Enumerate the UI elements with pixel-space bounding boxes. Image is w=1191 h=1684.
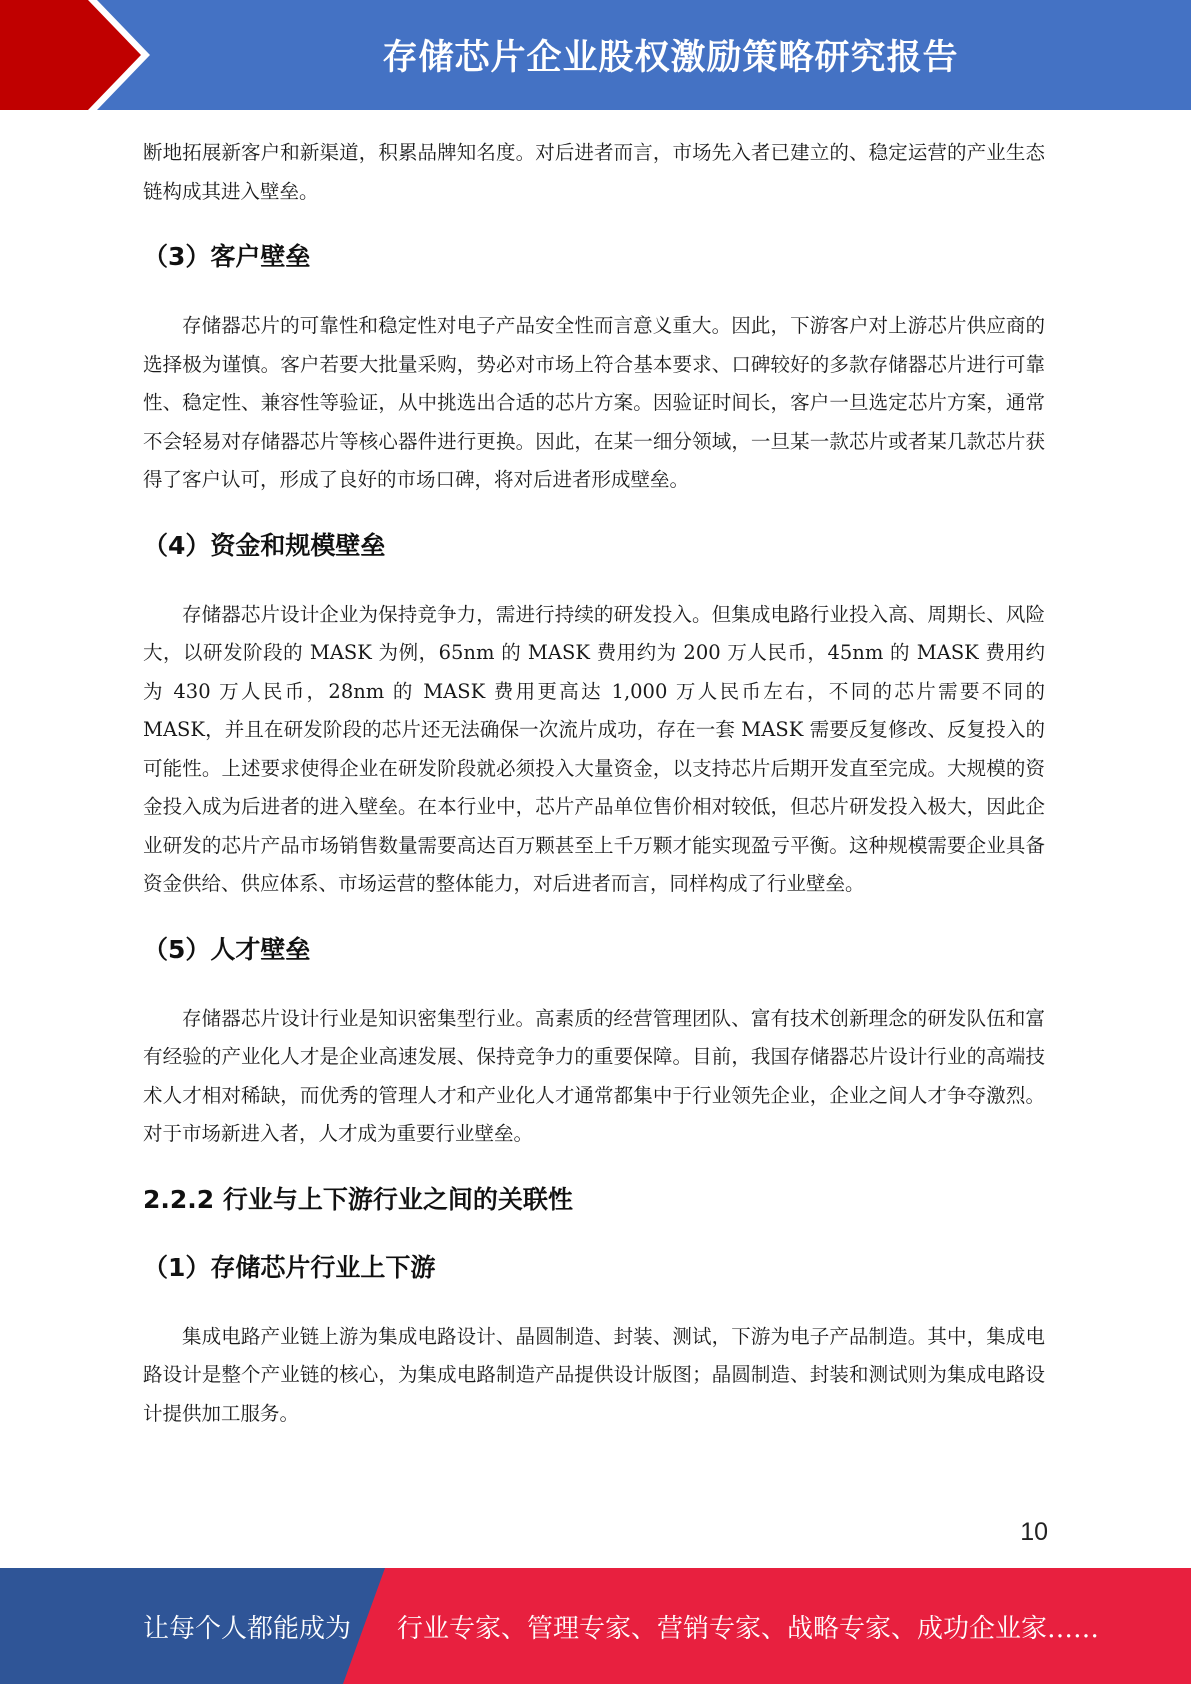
page-header: [0, 0, 1191, 110]
document-title: 存储芯片企业股权激励策略研究报告: [382, 38, 959, 78]
paragraph-continuation: 断地拓展新客户和新渠道，积累品牌知名度。对后进者而言，市场先入者已建立的、稳定运营的产业生态链构成其进入壁垒。: [143, 141, 1045, 203]
footer-slogan-left: 让每个人都能成为: [143, 1613, 352, 1644]
section-heading-customer-barrier: （3）客户壁垒: [143, 242, 311, 271]
page-number: 10: [1020, 1518, 1048, 1546]
paragraph-talent-barrier: 存储器芯片设计行业是知识密集型行业。高素质的经营管理团队、富有技术创新理念的研发队伍和富有经验的产业化人才是企业高速发展、保持竞争力的重要保障。目前，我国存储器芯片设计行业的高端技术人才相对稀缺，而优秀的管理人才和产业化人才通常都集中于行业领先企业，企业之间人才争夺激烈。对于市场新进入者，人才成为重要行业壁垒。: [143, 1006, 1045, 1145]
page-footer: [0, 1568, 1191, 1684]
section-heading-upstream-downstream: 2.2.2 行业与上下游行业之间的关联性: [143, 1184, 573, 1214]
document-body: [143, 130, 1045, 1433]
section-heading-storage-chain: （1）存储芯片行业上下游: [143, 1252, 436, 1282]
paragraph-storage-chain: 集成电路产业链上游为集成电路设计、晶圆制造、封装、测试，下游为电子产品制造。其中，集成电路设计是整个产业链的核心，为集成电路制造产品提供设计版图；晶圆制造、封装和测试则为集成电路设计提供加工服务。: [143, 1324, 1045, 1425]
paragraph-capital-scale-barrier: 存储器芯片设计企业为保持竞争力，需进行持续的研发投入。但集成电路行业投入高、周期长、风险大，以研发阶段的 MASK 为例，65nm 的 MASK 费用约为 200 万人民币，45nm 的 MASK 费用约为 430 万人民币，28nm 的 MASK 费用更高达 1,000 万人民币左右，不同的芯片需要不同的 MASK，并且在研发阶段的芯片还无法确保一次流片成功，存在一套 MASK 需要反复修改、反复投入的可能性。上述要求使得企业在研发阶段就必须投入大量资金，以支持芯片后期开发直至完成。大规模的资金投入成为后进者的进入壁垒。在本行业中，芯片产品单位售价相对较低，但芯片研发投入极大，因此企业研发的芯片产品市场销售数量需要高达百万颗甚至上千万颗才能实现盈亏平衡。这种规模需要企业具备资金供给、供应体系、市场运营的整体能力，对后进者而言，同样构成了行业壁垒。: [143, 602, 1045, 895]
section-heading-capital-scale-barrier: （4）资金和规模壁垒: [143, 530, 386, 560]
footer-slogan-right: 行业专家、管理专家、营销专家、战略专家、成功企业家……: [397, 1613, 1100, 1644]
section-heading-talent-barrier: （5）人才壁垒: [143, 934, 311, 964]
paragraph-customer-barrier: 存储器芯片的可靠性和稳定性对电子产品安全性而言意义重大。因此，下游客户对上游芯片供应商的选择极为谨慎。客户若要大批量采购，势必对市场上符合基本要求、口碑较好的多款存储器芯片进行可靠性、稳定性、兼容性等验证，从中挑选出合适的芯片方案。因验证时间长，客户一旦选定芯片方案，通常不会轻易对存储器芯片等核心器件进行更换。因此，在某一细分领域，一旦某一款芯片或者某几款芯片获得了客户认可，形成了良好的市场口碑，将对后进者形成壁垒。: [143, 314, 1045, 491]
